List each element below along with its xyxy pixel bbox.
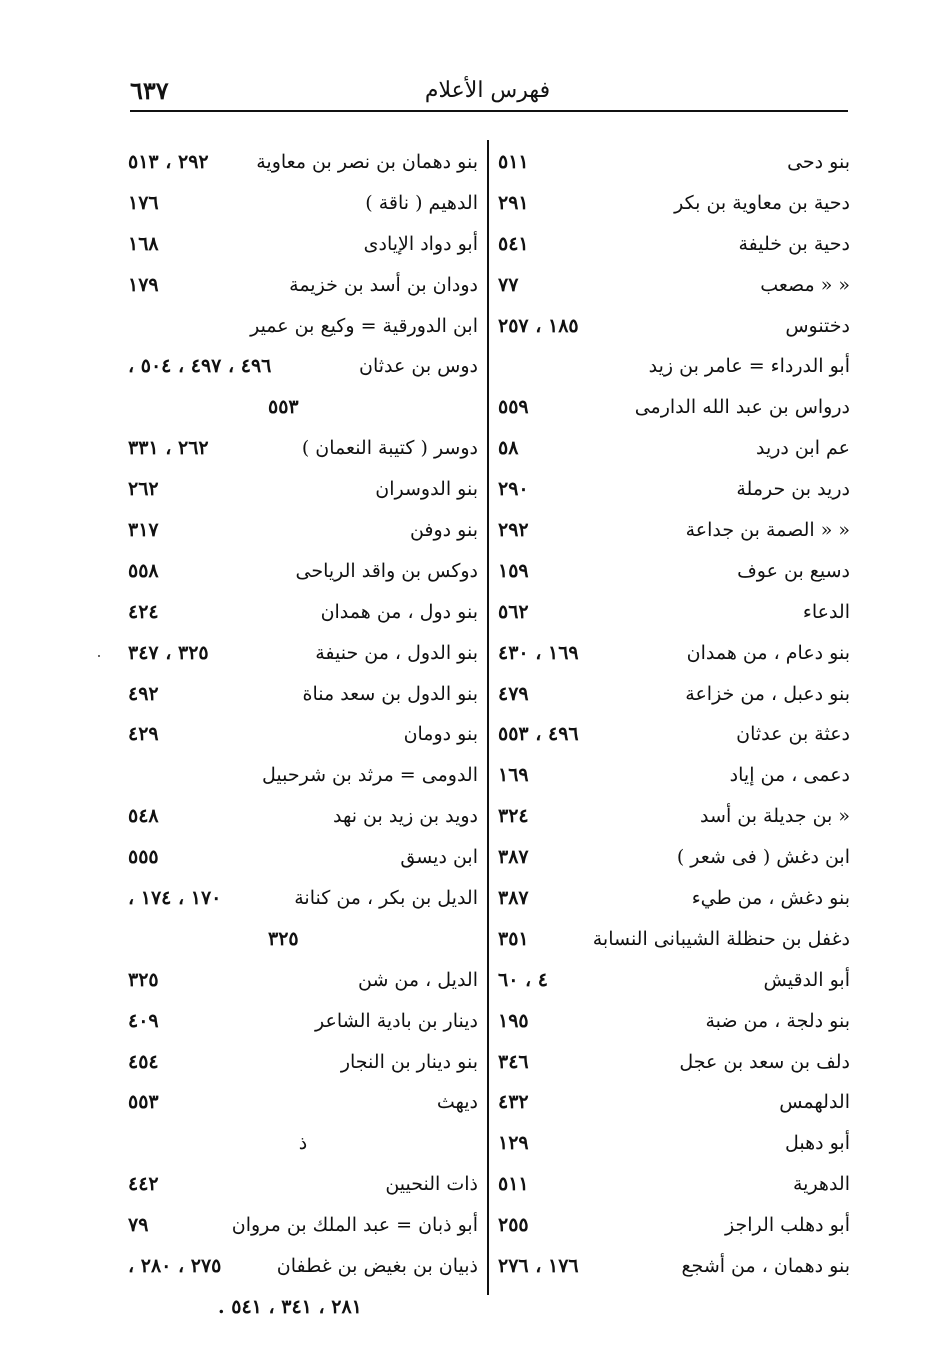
entry-pages: ٤٩٦ ، ٥٥٣ — [498, 723, 579, 746]
index-entry — [498, 224, 850, 265]
entry-name: بنو دهمان ، من أشجع — [681, 1255, 850, 1278]
entry-pages: ١٨٥ ، ٢٥٧ — [498, 314, 579, 337]
entry-name: ذات النحيين — [385, 1173, 478, 1196]
entry-name: الدومى = مرثد بن شرحبيل — [262, 764, 478, 787]
index-entry — [498, 387, 850, 428]
entry-name: الدلهمس — [779, 1091, 850, 1114]
entry-name: « « مصعب — [760, 273, 850, 296]
index-entry — [498, 878, 850, 919]
entry-name: دحية بن معاوية بن بكر — [674, 191, 850, 214]
entry-name: دوسر ( كتيبة النعمان ) — [301, 437, 478, 460]
entry-pages: ٥١١ — [498, 1173, 529, 1196]
entry-name: بنو دعام ، من همدان — [686, 641, 850, 664]
entry-pages: ٧٩ — [128, 1214, 149, 1237]
entry-pages: ١٥٩ — [498, 559, 529, 582]
index-entry — [128, 837, 478, 878]
entry-pages: ٥٥٥ — [128, 846, 159, 869]
section-letter: ذ — [298, 1132, 308, 1155]
entry-pages: ٤٤٢ — [128, 1173, 159, 1196]
entry-name: بنو الدوسران — [375, 478, 478, 501]
entry-pages: ٥٦٢ — [498, 600, 529, 623]
entry-pages: ١٧٦ — [128, 191, 159, 214]
entry-name: بنو دول ، من همدان — [320, 600, 478, 623]
index-entry — [128, 1082, 478, 1123]
entry-pages: ٤٩٢ — [128, 682, 159, 705]
entry-pages: ١٧٠ ، ١٧٤ ، — [128, 887, 222, 910]
index-entry — [498, 346, 850, 387]
entry-pages: ٢٦٢ — [128, 478, 159, 501]
index-entry — [128, 510, 478, 551]
entry-name: ابن الدورقية = وكيع بن عمير — [250, 314, 478, 337]
index-entry — [128, 714, 478, 755]
entry-name: بنو دوفن — [409, 519, 478, 542]
running-title: فهرس الأعلام — [424, 78, 551, 103]
index-entry — [498, 714, 850, 755]
entry-name: أبو دهلب الراجز — [725, 1214, 850, 1237]
entry-pages: ١٢٩ — [498, 1132, 529, 1155]
entry-pages: ٢٩٢ ، ٥١٣ — [128, 151, 209, 173]
index-entry — [128, 1001, 478, 1042]
entry-pages: ٤٣٢ — [498, 1091, 529, 1114]
entry-name: أبو ذبان = عبد الملك بن مروان — [231, 1214, 478, 1237]
entry-pages: ٤ ، ٦٠ — [498, 968, 549, 991]
entry-pages: ٥٨ — [498, 437, 519, 460]
index-entry — [128, 592, 478, 633]
entry-pages: ٤٠٩ — [128, 1009, 159, 1032]
index-entry — [498, 1042, 850, 1083]
index-entry — [498, 551, 850, 592]
entry-pages: ٢٨١ ، ٣٤١ ، ٥٤١ . — [218, 1295, 362, 1318]
entry-pages: ٢٧٥ ، ٢٨٠ ، — [128, 1255, 222, 1278]
entry-pages: ٣٥١ — [498, 927, 529, 950]
entry-pages: ٥٥٩ — [498, 396, 529, 419]
entry-name: بنو الدول ، من حنيفة — [315, 641, 478, 664]
entry-pages: ٢٩٢ — [498, 519, 529, 542]
index-entry — [498, 960, 850, 1001]
entry-name: بنو دحى — [787, 151, 850, 173]
index-entry — [128, 387, 478, 428]
index-entry — [128, 1205, 478, 1246]
entry-name: دوس بن عدثان — [358, 355, 478, 378]
entry-name: ديهث — [436, 1091, 478, 1114]
index-entry — [128, 919, 478, 960]
entry-pages: ٧٧ — [498, 273, 519, 296]
index-entry — [498, 755, 850, 796]
entry-name: بنو الدول بن سعد مناة — [302, 682, 478, 705]
index-entry — [498, 1205, 850, 1246]
entry-name: « « الصمة بن جداعة — [685, 519, 850, 542]
entry-pages: ٤٢٤ — [128, 600, 159, 623]
entry-pages: ٤٢٩ — [128, 723, 159, 746]
index-entry — [128, 183, 478, 224]
entry-name: دويد بن زيد بن نهد — [332, 805, 478, 828]
entry-name: أبو الدقيش — [763, 968, 850, 991]
entry-name: دينار بن بادية الشاعر — [315, 1009, 478, 1032]
entry-name: بنو دومان — [403, 723, 478, 746]
index-entry — [128, 878, 478, 919]
entry-name: دودان بن أسد بن خزيمة — [289, 273, 478, 296]
index-entry — [128, 674, 478, 715]
entry-name: دريد بن حرملة — [736, 478, 850, 501]
column-divider — [487, 140, 489, 1295]
entry-pages: ١٦٨ — [128, 232, 159, 255]
entry-pages: ٣٢٥ — [268, 927, 299, 950]
entry-pages: ٣٢٥ ، ٣٤٧ — [128, 641, 209, 664]
index-entry — [498, 919, 850, 960]
index-entry — [128, 796, 478, 837]
index-entry — [498, 183, 850, 224]
entry-pages: ٥٥٣ — [268, 396, 299, 419]
entry-pages: ٤٩٦ ، ٤٩٧ ، ٥٠٤ ، — [128, 355, 272, 378]
index-entry — [128, 346, 478, 387]
entry-pages: ٢٩٠ — [498, 478, 529, 501]
index-entry — [498, 1001, 850, 1042]
entry-pages: ٥١١ — [498, 151, 529, 173]
entry-name: عم ابن دريد — [756, 437, 850, 460]
index-entry — [498, 469, 850, 510]
index-column-right — [498, 142, 850, 1287]
entry-pages: ٣٨٧ — [498, 846, 529, 869]
index-entry — [498, 1164, 850, 1205]
entry-pages: ١٦٩ — [498, 764, 529, 787]
index-entry — [498, 592, 850, 633]
entry-name: ابن ديسق — [400, 846, 478, 869]
entry-name: بنو دغش ، من طيء — [691, 887, 850, 910]
index-entry — [128, 306, 478, 347]
index-entry — [128, 755, 478, 796]
entry-pages: ٣٢٤ — [498, 805, 529, 828]
entry-name: دختنوس — [785, 314, 850, 337]
index-entry — [498, 796, 850, 837]
entry-name: ابن دغش ( فى شعر ) — [676, 846, 850, 869]
index-entry — [128, 224, 478, 265]
entry-name: بنو دهمان بن نصر بن معاوية — [256, 151, 478, 173]
entry-pages: ٥٤١ — [498, 232, 529, 255]
entry-pages: ١٩٥ — [498, 1009, 529, 1032]
entry-pages: ٥٤٨ — [128, 805, 159, 828]
entry-name: دوكس بن واقد الرياحى — [295, 559, 478, 582]
entry-name: درواس بن عبد الله الدارمى — [634, 396, 850, 419]
index-entry — [128, 960, 478, 1001]
entry-pages: ٣٢٥ — [128, 968, 159, 991]
entry-name: الدهرية — [792, 1173, 850, 1196]
entry-name: الدعاء — [802, 600, 850, 623]
entry-name: بنو دعبل ، من خزاعة — [685, 682, 850, 705]
index-entry — [128, 1164, 478, 1205]
entry-name: دحية بن خليفة — [738, 232, 850, 255]
entry-pages: ٤٥٤ — [128, 1050, 159, 1073]
index-entry — [498, 1123, 850, 1164]
index-entry — [128, 1287, 478, 1328]
entry-pages: ٢٥٥ — [498, 1214, 529, 1237]
index-entry — [128, 142, 478, 183]
index-entry — [498, 1082, 850, 1123]
entry-name: « بن جديلة بن أسد — [700, 805, 850, 828]
entry-name: دسيع بن عوف — [737, 559, 850, 582]
entry-name: دعمى ، من إياد — [729, 764, 850, 787]
index-entry — [128, 1042, 478, 1083]
entry-pages: ٥٥٣ — [128, 1091, 159, 1114]
index-entry — [498, 142, 850, 183]
page-number: ٦٣٧ — [130, 76, 169, 105]
margin-dot — [98, 655, 100, 657]
index-entry — [498, 633, 850, 674]
entry-pages: ٤٧٩ — [498, 682, 529, 705]
index-entry — [498, 510, 850, 551]
index-entry — [128, 265, 478, 306]
index-entry — [498, 837, 850, 878]
entry-name: أبو الدرداء = عامر بن زيد — [648, 355, 850, 378]
entry-name: بنو دلجة ، من ضبة — [705, 1009, 850, 1032]
page-header — [130, 72, 845, 108]
entry-name: الدهيم ( ناقة ) — [365, 191, 478, 214]
entry-pages: ١٧٦ ، ٢٧٦ — [498, 1255, 579, 1278]
entry-name: أبو دواد الإيادى — [363, 232, 478, 255]
entry-name: الديل بن بكر ، من كنانة — [294, 887, 478, 910]
entry-pages: ٣٨٧ — [498, 887, 529, 910]
index-entry — [498, 1246, 850, 1287]
index-entry — [498, 674, 850, 715]
entry-pages: ٣٤٦ — [498, 1050, 529, 1073]
entry-pages: ١٧٩ — [128, 273, 159, 296]
index-entry — [498, 306, 850, 347]
entry-name: دلف بن سعد بن عجل — [679, 1050, 850, 1073]
entry-name: بنو دينار بن النجار — [340, 1050, 478, 1073]
index-entry — [128, 551, 478, 592]
index-entry — [128, 633, 478, 674]
entry-pages: ٥٥٨ — [128, 559, 159, 582]
entry-pages: ٢٦٢ ، ٣٣١ — [128, 437, 209, 460]
entry-name: ذبيان بن بغيض بن غطفان — [276, 1255, 478, 1278]
entry-name: الديل ، من شن — [358, 968, 478, 991]
entry-name: أبو دهبل — [784, 1132, 850, 1155]
entry-pages: ٣١٧ — [128, 519, 159, 542]
index-entry — [128, 1123, 478, 1164]
index-entry — [128, 1246, 478, 1287]
index-entry — [128, 469, 478, 510]
header-rule — [130, 110, 848, 112]
index-column-left — [128, 142, 478, 1328]
index-entry — [498, 265, 850, 306]
entry-pages: ٢٩١ — [498, 191, 529, 214]
entry-name: دغفل بن حنظلة الشيبانى النسابة — [592, 927, 850, 950]
index-entry — [498, 428, 850, 469]
entry-pages: ١٦٩ ، ٤٣٠ — [498, 641, 579, 664]
entry-name: دعثة بن عدثان — [736, 723, 850, 746]
index-entry — [128, 428, 478, 469]
